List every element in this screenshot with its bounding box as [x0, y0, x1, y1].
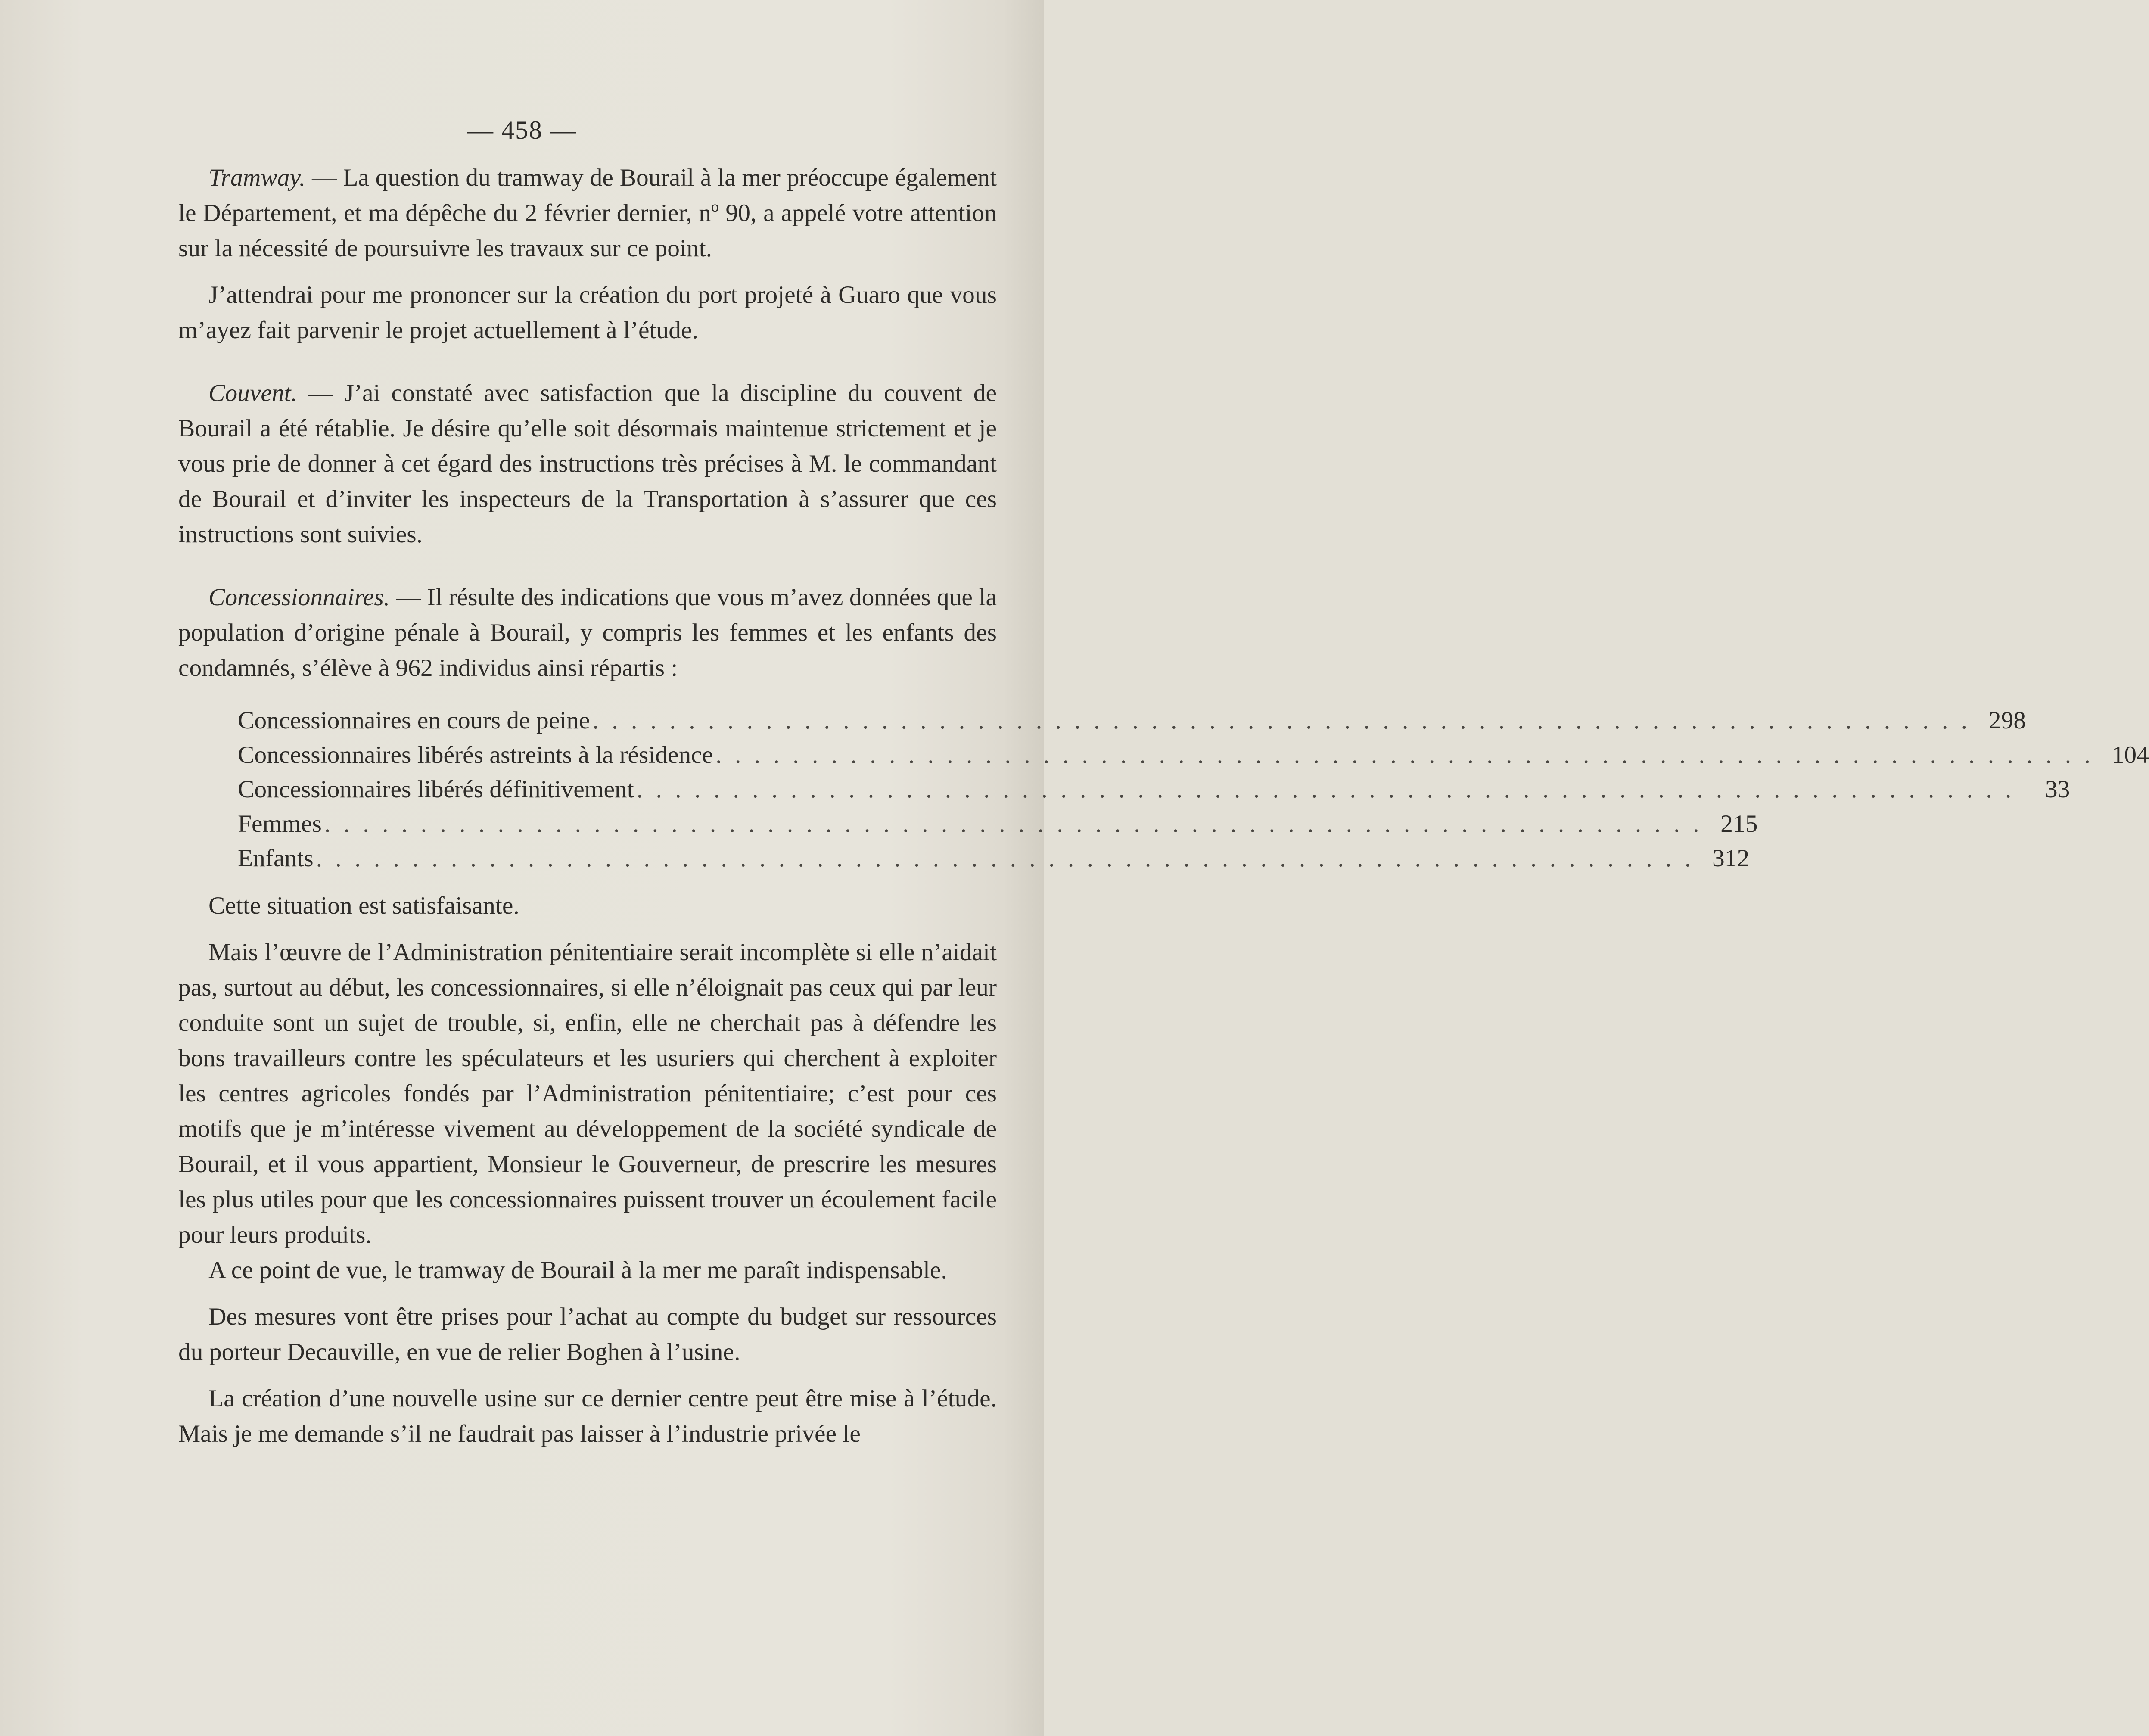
lead-tramway: Tramway. — [208, 164, 306, 191]
paragraph-tramway — [178, 160, 997, 266]
paragraph-situation — [178, 888, 997, 924]
dot-leader: . . . . . . . . . . . . . . . . . . . . . . . . . . . . . . . . . . . . . . . . . . . . . . . . . . . . . . . . . . . . . . . . . . . . . . . . — [715, 741, 2094, 768]
paragraph-mesures — [178, 1299, 997, 1370]
paragraph-text: Des mesures vont être prises pour l’achat au compte du budget sur ressources du porteur Decauville, en vue de relier Boghen à l’usine. — [178, 1303, 997, 1366]
paragraph-usine — [178, 1381, 997, 1452]
lead-couvent: Couvent. — [208, 380, 297, 407]
row-label: Enfants — [238, 845, 314, 872]
row-value: 298 — [1988, 707, 2026, 734]
row-value: 104 — [2112, 741, 2149, 768]
paragraph-text: Mais l’œuvre de l’Administration pénitentiaire serait incomplète si elle n’aidait pas, surtout au début, les concessionnaires, si elle n’éloignait pas ceux qui par leur conduite sont un sujet de trouble, si, enfin, elle ne cherchait pas à défendre les bons travailleurs contre les spéculateurs et les usuriers qui cherchent à exploiter les centres agricoles fondés par l’Administration pénitentiaire; c’est pour ces motifs que je m’intéresse vivement au développement de la société syndicale de Bourail, et il vous appartient, Monsieur le Gouverneur, de prescrire les mesures les plus utiles pour que les concessionnaires puissent trouver un écoulement facile pour leurs produits. — [178, 939, 997, 1248]
row-label: Concessionnaires libérés définitivement — [238, 776, 634, 803]
dot-leader: . . . . . . . . . . . . . . . . . . . . . . . . . . . . . . . . . . . . . . . . . . . . . . . . . . . . . . . . . . . . . . . . . . . . . . . . — [636, 776, 2015, 803]
paragraph-text: J’attendrai pour me prononcer sur la création du port projeté à Guaro que vous m’ayez fait parvenir le projet actuellement à l’étude. — [178, 281, 997, 344]
paragraph-guaro — [178, 277, 997, 348]
paragraph-text: A ce point de vue, le tramway de Bourail à la mer me paraît indispensable. — [208, 1257, 947, 1284]
population-table — [238, 703, 2149, 875]
table-row — [238, 737, 2149, 772]
paragraph-couvent — [178, 376, 997, 552]
dot-leader: . . . . . . . . . . . . . . . . . . . . . . . . . . . . . . . . . . . . . . . . . . . . . . . . . . . . . . . . . . . . . . . . . . . . . . . . — [316, 845, 1695, 872]
paragraph-text: — La question du tramway de Bourail à la mer préoccupe également le Département, et ma dépêche du 2 février dernier, nº 90, a appelé votre attention sur la nécessité de poursuivre les travaux sur ce point. — [178, 164, 997, 262]
dot-leader: . . . . . . . . . . . . . . . . . . . . . . . . . . . . . . . . . . . . . . . . . . . . . . . . . . . . . . . . . . . . . . . . . . . . . . . . — [592, 707, 1971, 734]
lead-concessionnaires: Concessionnaires. — [208, 584, 390, 611]
row-label: Femmes — [238, 810, 322, 837]
row-value: 215 — [1720, 810, 1758, 837]
dot-leader: . . . . . . . . . . . . . . . . . . . . . . . . . . . . . . . . . . . . . . . . . . . . . . . . . . . . . . . . . . . . . . . . . . . . . . . . — [324, 810, 1703, 837]
text-body — [178, 160, 2149, 1452]
table-row — [238, 772, 2070, 806]
row-label: Concessionnaires libérés astreints à la résidence — [238, 741, 713, 768]
table-row — [238, 806, 1758, 841]
table-row — [238, 841, 1750, 875]
paragraph-text: La création d’une nouvelle usine sur ce dernier centre peut être mise à l’étude. Mais je me demande s’il ne faudrait pas laisser à l’industrie privée le — [178, 1385, 997, 1447]
table-row — [238, 703, 2026, 737]
paragraph-point-de-vue — [178, 1253, 997, 1288]
paragraph-text: — Il résulte des indications que vous m’avez données que la population d’origine pénale à Bourail, y compris les femmes et les enfants des condamnés, s’élève à 962 individus ainsi répartis : — [178, 584, 997, 681]
row-value: 33 — [2045, 776, 2070, 803]
paragraph-text: Cette situation est satisfaisante. — [208, 892, 519, 919]
row-label: Concessionnaires en cours de peine — [238, 707, 590, 734]
paragraph-text: — J’ai constaté avec satisfaction que la discipline du couvent de Bourail a été rétablie. Je désire qu’elle soit désormais maintenue strictement et je vous prie de donner à cet égard des instructions très précises à M. le commandant de Bourail et d’inviter les inspecteurs de la Transportation à s’assurer que ces instructions sont suivies. — [178, 380, 997, 548]
paragraph-concessionnaires — [178, 580, 997, 686]
row-value: 312 — [1712, 845, 1750, 872]
paragraph-administration — [178, 935, 997, 1253]
page-number: — 458 — — [467, 116, 577, 144]
